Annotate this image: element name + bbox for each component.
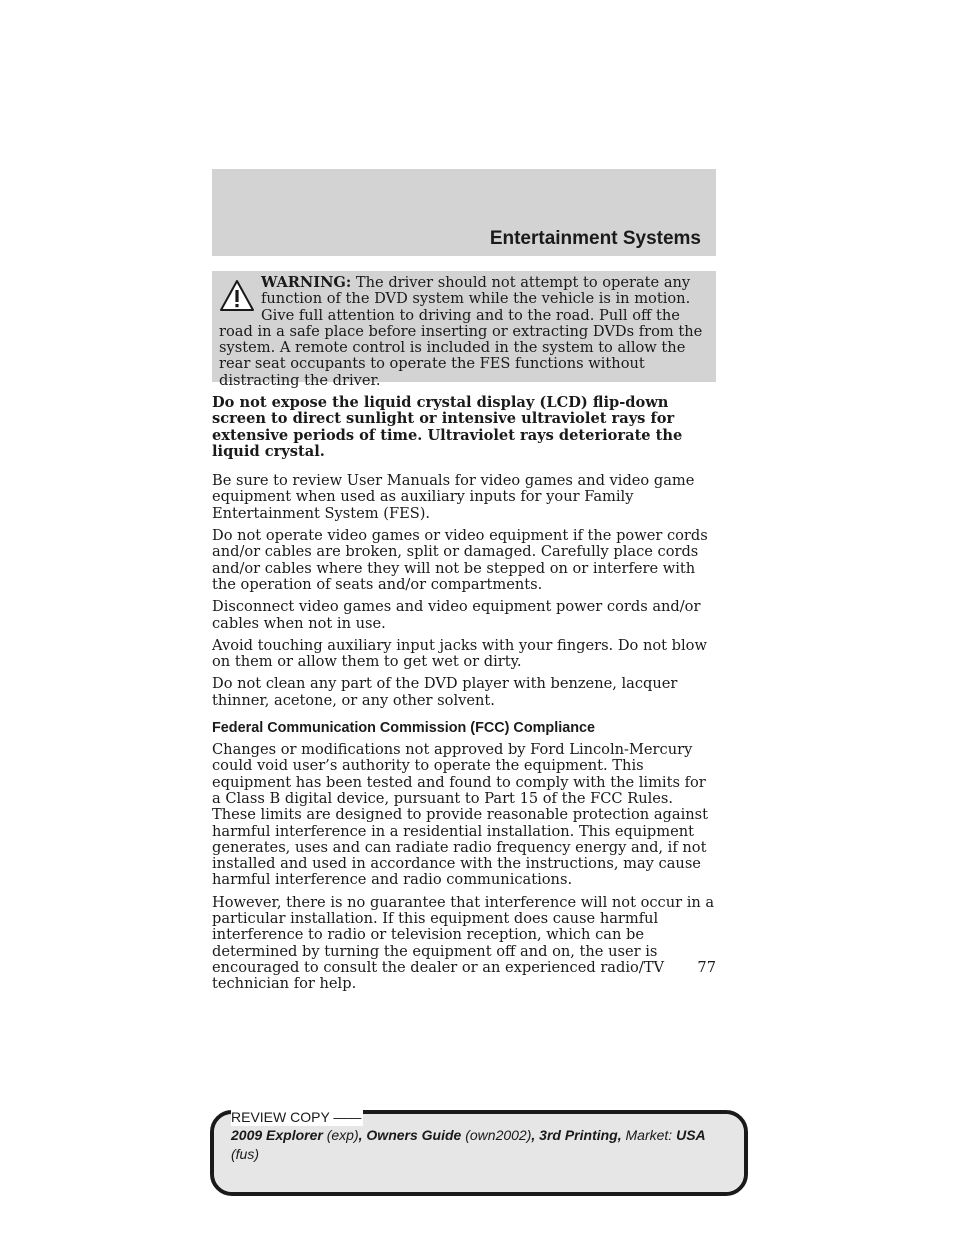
section-title: Entertainment Systems	[489, 228, 701, 249]
paragraph-disconnect: Disconnect video games and video equipment power cords and/or cables when not in use.	[212, 598, 701, 632]
footer-printing: 3rd Printing,	[539, 1127, 622, 1143]
paragraph-input-jacks: Avoid touching auxiliary input jacks with your fingers. Do not blow on them or allow them to get wet or dirty.	[212, 636, 707, 671]
page-number: 77	[697, 959, 716, 976]
footer-market: USA	[676, 1127, 706, 1143]
footer-model-code: (exp)	[322, 1127, 359, 1143]
footer-market-code: (fus)	[231, 1146, 259, 1162]
paragraph-fcc-guarantee: However, there is no guarantee that interference will not occur in a particular installation. If this equipment does cause harmful interference to radio or television reception, which can be determined by turning the equipment off and on, the user is encouraged to consult the dealer or an experienced radio/TV technician for help.	[212, 893, 715, 993]
lcd-notice: Do not expose the liquid crystal display (LCD) flip-down screen to direct sunlight or intensive ultraviolet rays for extensive periods of time. Ultraviolet rays deteriorate the liquid crystal.	[212, 394, 683, 460]
footer-guide: Owners Guide	[366, 1127, 462, 1143]
footer-market-label: Market:	[621, 1127, 677, 1143]
paragraph-user-manuals: Be sure to review User Manuals for video games and video game equipment when used as auxiliary inputs for your Family Entertainment System (FES).	[212, 472, 695, 522]
warning-text: The driver should not attempt to operate any function of the DVD system while the vehicle is in motion. Give full attention to driving and to the road. Pull off the road in a safe place before inserting or extracting DVDs from the system. A remote control is included in the system to allow the rear seat occupants to operate the FES functions without distracting the driver.	[219, 274, 703, 389]
paragraph-power-cords: Do not operate video games or video equipment if the power cords and/or cables are broken, split or damaged. Carefully place cords and/or cables where they will not be stepped on or interfere with the operation of seats and/or compartments.	[212, 527, 708, 593]
warning-label: WARNING:	[261, 274, 352, 291]
footer-separator-2: ,	[531, 1127, 540, 1143]
footer-model: 2009 Explorer	[231, 1127, 323, 1143]
paragraph-cleaning: Do not clean any part of the DVD player with benzene, lacquer thinner, acetone, or any other solvent.	[212, 675, 678, 709]
footer-review-label: REVIEW COPY ——	[231, 1109, 362, 1125]
footer-review-text	[231, 1109, 731, 1164]
warning-triangle-icon	[219, 279, 255, 313]
body-content	[212, 395, 716, 999]
section-header-band	[212, 169, 716, 256]
footer-guide-code: (own2002)	[461, 1127, 532, 1143]
warning-box	[212, 271, 716, 389]
fcc-heading: Federal Communication Commission (FCC) Compliance	[212, 720, 595, 737]
paragraph-fcc-changes: Changes or modifications not approved by Ford Lincoln-Mercury could void user’s authority to operate the equipment. This equipment has been tested and found to comply with the limits for a Class B digital device, pursuant to Part 15 of the FCC Rules. These limits are designed to provide reasonable protection against harmful interference in a residential installation. This equipment generates, uses and can radiate radio frequency energy and, if not installed and used in accordance with the instructions, may cause harmful interference and radio communications.	[212, 741, 709, 889]
footer-separator-1: ,	[358, 1127, 367, 1143]
